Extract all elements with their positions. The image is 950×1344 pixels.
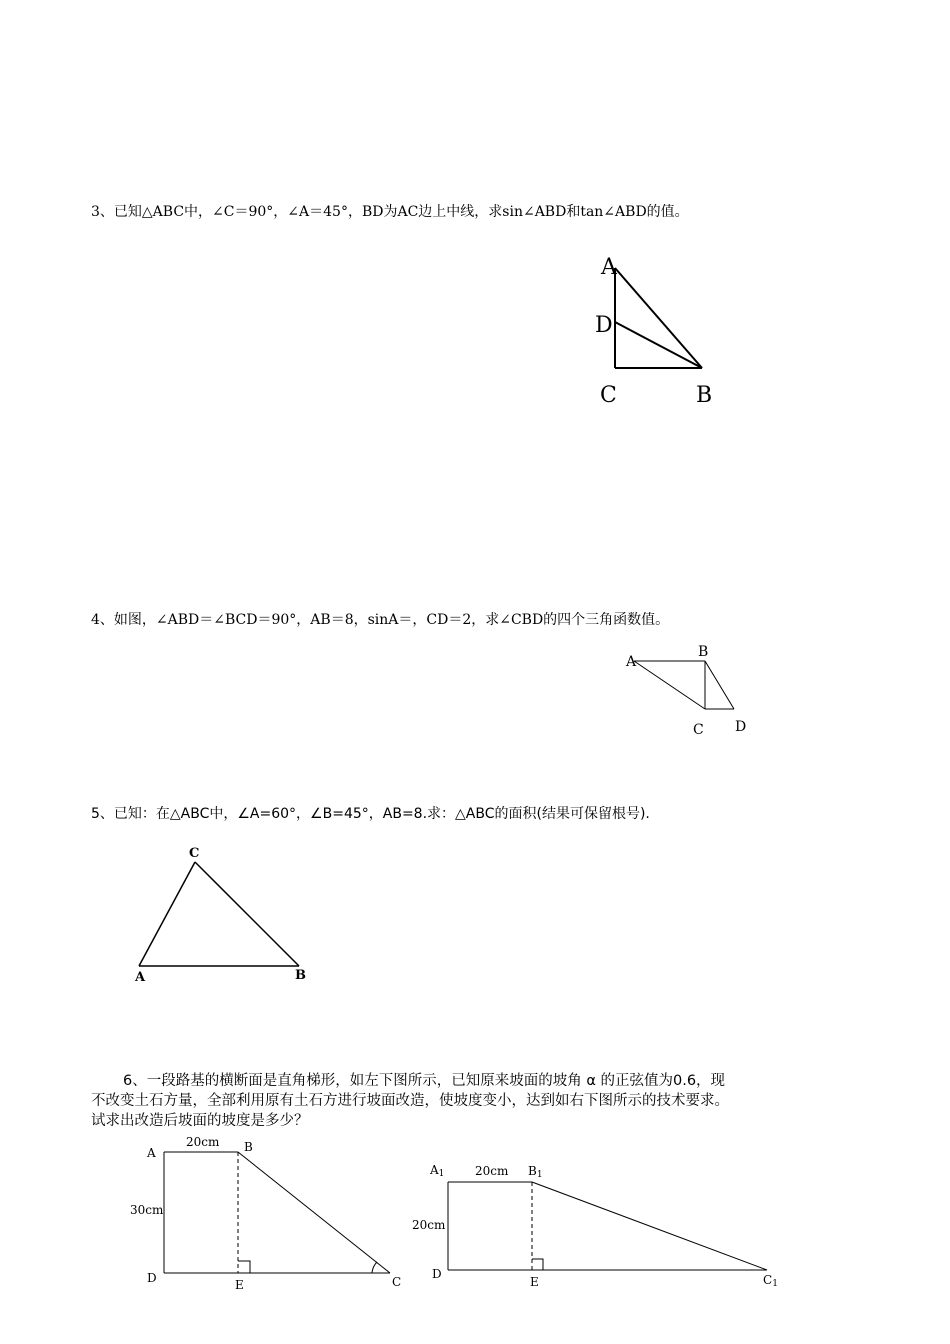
q4-label-d: D (735, 719, 747, 735)
q3-label-a: A (601, 255, 617, 280)
q4-figure (634, 661, 734, 709)
q6-right-label-d: D (432, 1267, 442, 1281)
q6-left-label-c: C (392, 1275, 402, 1289)
q6-left-label-b: B (244, 1140, 253, 1154)
q6-right-label-e: E (530, 1275, 539, 1289)
q6-right-label-c: C1 (763, 1273, 778, 1289)
question-3-text: 3、已知△ABC中，∠C＝90°，∠A＝45°，BD为AC边上中线，求sin∠ABD和tan∠ABD的值。 (91, 204, 689, 220)
question-6-line-1: 6、一段路基的横断面是直角梯形，如左下图所示，已知原来坡面的坡角 α 的正弦值为0.6，现 (123, 1073, 726, 1089)
q4-label-c: C (693, 722, 704, 738)
question-6-line-2: 不改变土石方量，全部利用原有土石方进行坡面改造，使坡度变小，达到如右下图所示的技术要求。 (91, 1093, 729, 1109)
q6-left-height-length: 30cm (130, 1203, 164, 1217)
q6-right-label-b: B1 (528, 1164, 543, 1180)
q5-side-ac (139, 862, 195, 966)
q3-side-ab (615, 268, 702, 368)
question-6-text (91, 1071, 881, 1131)
q4-side-ac (634, 661, 705, 709)
q4-side-bd (705, 661, 734, 709)
q4-label-b: B (698, 644, 709, 660)
q6-left-label-a: A (147, 1146, 156, 1160)
question-6-line-3: 试求出改造后坡面的坡度是多少？ (91, 1113, 309, 1129)
q5-label-c: C (189, 846, 200, 861)
q4-label-a: A (626, 654, 637, 670)
q6-right-label-a: A1 (430, 1163, 445, 1179)
q6-left-label-d: D (147, 1271, 157, 1285)
q3-label-d: D (595, 313, 613, 338)
q5-label-a: A (135, 970, 146, 985)
q6-left-trapezoid (164, 1152, 390, 1273)
q6-left-label-e: E (235, 1278, 244, 1292)
q3-median-bd (615, 322, 702, 368)
q3-label-b: B (696, 383, 713, 408)
question-5-text: 5、已知：在△ABC中，∠A=60°，∠B=45°，AB=8.求：△ABC的面积(结果可保留根号). (91, 806, 650, 822)
q3-label-c: C (600, 383, 617, 408)
q6-left-angle-arc (372, 1262, 377, 1273)
question-4-text: 4、如图，∠ABD＝∠BCD＝90°，AB＝8，sinA＝，CD＝2，求∠CBD的四个三角函数值。 (91, 612, 670, 628)
q6-right-height-length: 20cm (412, 1218, 446, 1232)
q5-figure (139, 862, 299, 966)
q6-left-top-length: 20cm (186, 1135, 220, 1149)
q5-label-b: B (295, 968, 306, 983)
q3-triangle-lines (615, 268, 702, 368)
q5-side-bc (195, 862, 299, 966)
q6-left-right-angle-mark (238, 1261, 250, 1273)
q6-right-right-angle-mark (532, 1259, 543, 1270)
q6-right-top-length: 20cm (475, 1164, 509, 1178)
q6-right-trapezoid (448, 1182, 767, 1270)
